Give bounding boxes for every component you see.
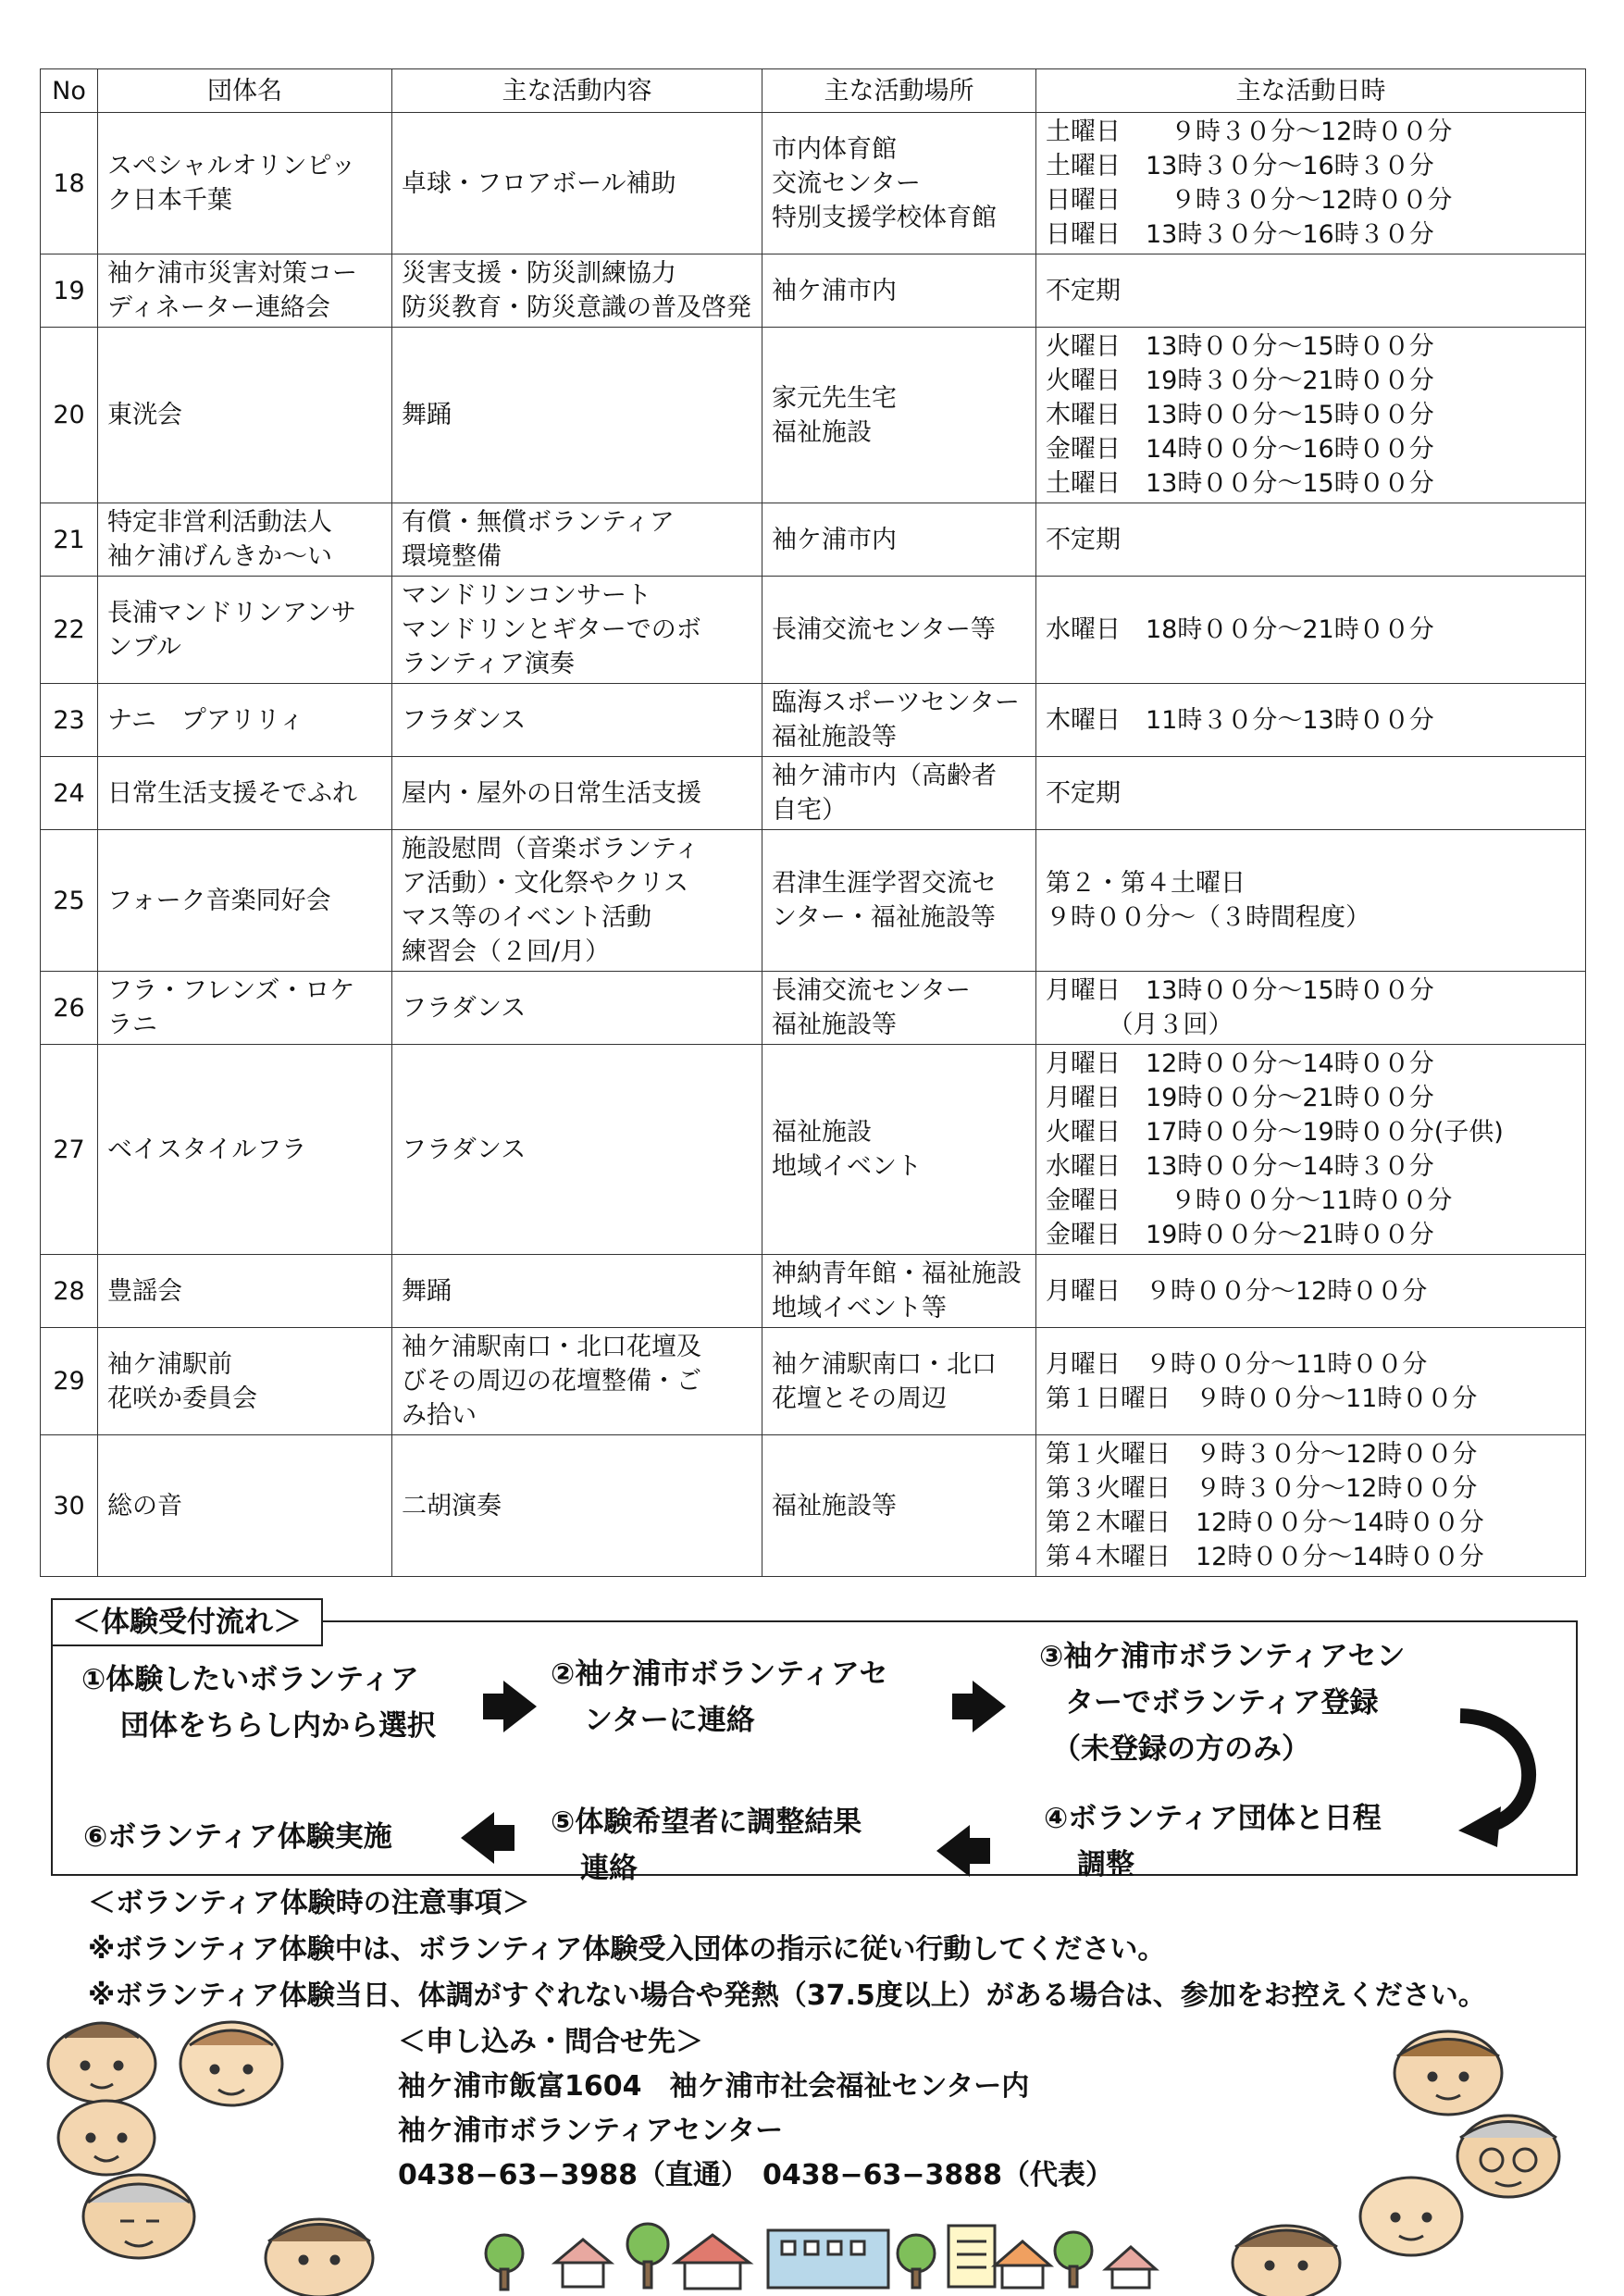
cell-line: 福祉施設: [772, 417, 872, 447]
activity-cell: [392, 503, 762, 577]
arrow-right-icon: [503, 1681, 537, 1732]
cell-line: 木曜日 13時００分～15時００分: [1046, 401, 1434, 429]
notes-item: ※ボランティア体験当日、体調がすぐれない場合や発熱（37.5度以上）がある場合は、参加をお控えください。: [88, 1980, 1486, 2012]
table-row: [41, 503, 1586, 577]
cell-line: 卓球・フロアボール補助: [402, 168, 676, 198]
cell-line: 二胡演奏: [402, 1491, 502, 1520]
row-number-cell: 18: [41, 113, 98, 254]
cell-line: 不定期: [1046, 276, 1121, 305]
place-cell: [762, 684, 1036, 757]
flow-step-3-line: ターでボランティア登録: [1065, 1686, 1379, 1719]
flow-step-1: [81, 1657, 436, 1749]
notes-item: ※ボランティア体験中は、ボランティア体験受入団体の指示に従い行動してください。: [88, 1933, 1166, 1966]
place-cell: [762, 830, 1036, 972]
cell-line: 第２木曜日 12時００分～14時００分: [1046, 1508, 1484, 1537]
place-cell: [762, 113, 1036, 254]
table-row: [41, 577, 1586, 684]
row-number-cell: 27: [41, 1045, 98, 1255]
time-cell: [1036, 503, 1586, 577]
cell-line: 袖ケ浦市内: [772, 525, 897, 554]
group-name-cell: [98, 577, 392, 684]
cell-line: 環境整備: [402, 542, 502, 571]
place-cell: [762, 254, 1036, 328]
face-icon: [1233, 2226, 1340, 2296]
row-number-cell: 24: [41, 757, 98, 830]
table-row: [41, 757, 1586, 830]
place-cell: [762, 972, 1036, 1045]
house-icon: [995, 2241, 1050, 2288]
header-group-name: 団体名: [98, 69, 392, 113]
contact-section: [398, 2020, 1113, 2198]
group-name-cell: [98, 1435, 392, 1577]
cell-line: 臨海スポーツセンター: [772, 689, 1020, 717]
arrow-left-icon: [936, 1825, 970, 1877]
flow-step-2-line: ②袖ケ浦市ボランティアセ: [551, 1657, 888, 1691]
group-name-cell: [98, 757, 392, 830]
flow-step-4: [1044, 1795, 1382, 1888]
cell-line: 第４木曜日 12時００分～14時００分: [1046, 1543, 1484, 1571]
place-cell: [762, 1255, 1036, 1328]
row-number-cell: 28: [41, 1255, 98, 1328]
time-cell: [1036, 328, 1586, 503]
activity-cell: [392, 113, 762, 254]
cell-line: 不定期: [1046, 778, 1121, 808]
row-number-cell: 26: [41, 972, 98, 1045]
table-row: [41, 328, 1586, 503]
table-row: [41, 113, 1586, 254]
table-row: [41, 972, 1586, 1045]
row-number-cell: 30: [41, 1435, 98, 1577]
activity-cell: [392, 1435, 762, 1577]
cell-line: 袖ケ浦駅南口・北口: [772, 1349, 997, 1379]
flow-step-3-line: （未登録の方のみ）: [1052, 1732, 1310, 1766]
activity-cell: [392, 1255, 762, 1328]
flow-step-5-line: ⑤体験希望者に調整結果: [551, 1806, 862, 1839]
group-name-cell: [98, 1045, 392, 1255]
cell-line: 袖ケ浦駅南口・北口花壇及: [402, 1333, 701, 1361]
contact-title: ＜申し込み・問合せ先＞: [398, 2026, 703, 2058]
arrow-left-icon: [461, 1812, 494, 1864]
volunteer-group-table: [40, 68, 1586, 1577]
flow-step-6: [83, 1814, 392, 1860]
activity-cell: [392, 684, 762, 757]
flow-step-6-line: ⑥ボランティア体験実施: [83, 1820, 392, 1854]
flow-step-5-line: 連絡: [580, 1852, 638, 1885]
cell-line: 第２・第４土曜日: [1046, 869, 1246, 898]
cell-line: 地域イベント: [772, 1152, 922, 1181]
place-cell: [762, 577, 1036, 684]
group-name-cell: [98, 972, 392, 1045]
arrow-right-icon: [973, 1681, 1006, 1732]
table-row: [41, 1045, 1586, 1255]
time-cell: [1036, 113, 1586, 254]
face-icon: [266, 2219, 373, 2296]
cell-line: 土曜日 ９時３０分～12時００分: [1046, 118, 1453, 146]
cell-line: フラ・フレンズ・ロケ: [107, 976, 355, 1005]
flow-step-3-line: ③袖ケ浦市ボランティアセン: [1039, 1640, 1406, 1673]
cell-line: 袖ケ浦駅前: [107, 1349, 232, 1379]
house-icon: [555, 2240, 611, 2287]
house-icon: [1106, 2247, 1156, 2288]
cell-line: 長浦交流センター: [772, 976, 971, 1005]
cell-line: ベイスタイルフラ: [107, 1135, 307, 1164]
cell-line: 金曜日 14時００分～16時００分: [1046, 435, 1434, 464]
flow-title: ＜体験受付流れ＞: [51, 1598, 323, 1646]
table-row: [41, 684, 1586, 757]
group-name-cell: [98, 1255, 392, 1328]
cell-line: ア活動）・文化祭やクリス: [402, 869, 688, 898]
cell-line: ク日本千葉: [107, 186, 232, 215]
cell-line: 袖ケ浦市内（高齢者: [772, 762, 997, 790]
tree-icon: [627, 2224, 668, 2288]
cell-line: 水曜日 13時００分～14時３０分: [1046, 1152, 1434, 1181]
table-header-row: [41, 69, 1586, 113]
activity-cell: [392, 1328, 762, 1435]
cell-line: 袖ケ浦市災害対策コー: [107, 259, 357, 288]
time-cell: [1036, 1435, 1586, 1577]
contact-phone: 0438−63−3988（直通） 0438−63−3888（代表）: [398, 2159, 1114, 2191]
cell-line: 花咲か委員会: [107, 1384, 257, 1413]
group-name-cell: [98, 684, 392, 757]
cell-line: マンドリンコンサート: [402, 581, 651, 610]
header-no: No: [41, 69, 98, 113]
cell-line: ランティア演奏: [402, 650, 575, 678]
cell-line: 市内体育館: [772, 134, 897, 164]
header-activity: 主な活動内容: [392, 69, 762, 113]
row-number-cell: 19: [41, 254, 98, 328]
contact-org: 袖ケ浦市ボランティアセンター: [398, 2115, 784, 2147]
row-number-cell: 22: [41, 577, 98, 684]
cell-line: フラダンス: [402, 1135, 527, 1164]
cell-line: 君津生涯学習交流セ: [772, 869, 997, 898]
time-cell: [1036, 972, 1586, 1045]
row-number-cell: 23: [41, 684, 98, 757]
flow-step-5: [551, 1799, 862, 1892]
activity-cell: [392, 1045, 762, 1255]
cell-line: み拾い: [402, 1401, 477, 1430]
tree-icon: [486, 2235, 523, 2290]
cell-line: 花壇とその周辺: [772, 1384, 947, 1413]
cell-line: 東洸会: [107, 401, 182, 429]
cell-line: 火曜日 17時００分～19時００分(子供): [1046, 1118, 1504, 1147]
cell-line: 袖ケ浦げんきか～い: [107, 542, 332, 571]
table-row: [41, 254, 1586, 328]
cell-line: フラダンス: [402, 993, 527, 1023]
face-icon: [83, 2175, 194, 2258]
cell-line: 自宅）: [772, 796, 847, 825]
table-row: [41, 1255, 1586, 1328]
cell-line: 月曜日 12時００分～14時００分: [1046, 1049, 1434, 1078]
face-icon: [1395, 2031, 1502, 2115]
face-icon: [58, 2101, 155, 2175]
cell-line: （月３回）: [1046, 1011, 1233, 1039]
group-name-cell: [98, 830, 392, 972]
header-time: 主な活動日時: [1036, 69, 1586, 113]
place-cell: [762, 328, 1036, 503]
cell-line: 火曜日 13時００分～15時００分: [1046, 332, 1434, 361]
group-name-cell: [98, 113, 392, 254]
cell-line: 特別支援学校体育館: [772, 203, 997, 232]
flow-step-4-line: 調整: [1077, 1848, 1134, 1881]
cell-line: 防災教育・防災意識の普及啓発: [402, 293, 751, 322]
flow-step-2-line: ンターに連絡: [584, 1704, 755, 1737]
tree-icon: [1055, 2232, 1092, 2287]
cell-line: 屋内・屋外の日常生活支援: [402, 778, 701, 808]
cell-line: 第１日曜日 ９時００分～11時００分: [1046, 1384, 1478, 1413]
cell-line: ラニ: [107, 1011, 157, 1039]
table-body: [41, 113, 1586, 1577]
cell-line: 金曜日 19時００分～21時００分: [1046, 1221, 1434, 1249]
cell-line: 月曜日 19時００分～21時００分: [1046, 1084, 1434, 1112]
activity-cell: [392, 254, 762, 328]
cell-line: 日常生活支援そでふれ: [107, 778, 357, 808]
flow-step-2: [551, 1651, 887, 1744]
house-icon: [676, 2235, 750, 2289]
time-cell: [1036, 757, 1586, 830]
cell-line: ディネーター連絡会: [107, 293, 330, 322]
activity-cell: [392, 328, 762, 503]
cell-line: びその周辺の花壇整備・ご: [402, 1367, 701, 1396]
group-name-cell: [98, 503, 392, 577]
cell-line: 特定非営利活動法人: [107, 508, 332, 537]
cell-line: 神納青年館・福祉施設: [772, 1260, 1022, 1288]
group-name-cell: [98, 328, 392, 503]
cell-line: ンター・福祉施設等: [772, 903, 996, 932]
flow-step-4-line: ④ボランティア団体と日程: [1044, 1802, 1382, 1835]
cell-line: 日曜日 ９時３０分～12時００分: [1046, 186, 1453, 215]
row-number-cell: 20: [41, 328, 98, 503]
document-icon: [948, 2226, 995, 2287]
cell-line: 金曜日 ９時００分～11時００分: [1046, 1186, 1453, 1215]
face-icon: [48, 2023, 155, 2103]
row-number-cell: 21: [41, 503, 98, 577]
cell-line: 舞踊: [402, 401, 452, 429]
cell-line: 長浦マンドリンアンサ: [107, 598, 356, 627]
notes-title: ＜ボランティア体験時の注意事項＞: [88, 1887, 530, 1919]
time-cell: [1036, 684, 1586, 757]
cell-line: 災害支援・防災訓練協力: [402, 259, 676, 288]
cell-line: 木曜日 11時３０分～13時００分: [1046, 705, 1434, 735]
table-row: [41, 1328, 1586, 1435]
contact-address: 袖ケ浦市飯富1604 袖ケ浦市社会福祉センター内: [398, 2070, 1030, 2103]
table-row: [41, 1435, 1586, 1577]
building-icon: [768, 2230, 888, 2288]
row-number-cell: 29: [41, 1328, 98, 1435]
flow-step-3: [1039, 1633, 1405, 1772]
cell-line: マス等のイベント活動: [402, 903, 651, 932]
cell-line: 土曜日 13時３０分～16時３０分: [1046, 152, 1434, 180]
place-cell: [762, 757, 1036, 830]
cell-line: 福祉施設等: [772, 1011, 897, 1039]
cell-line: スペシャルオリンピッ: [107, 152, 356, 180]
cell-line: フォーク音楽同好会: [107, 886, 331, 915]
cell-line: 舞踊: [402, 1276, 452, 1306]
time-cell: [1036, 830, 1586, 972]
time-cell: [1036, 1328, 1586, 1435]
face-icon: [1360, 2178, 1462, 2255]
time-cell: [1036, 254, 1586, 328]
tree-icon: [898, 2235, 935, 2288]
cell-line: 交流センター: [772, 168, 921, 198]
cell-line: 土曜日 13時００分～15時００分: [1046, 469, 1434, 498]
flow-step-1-line: 団体をちらし内から選択: [120, 1709, 436, 1743]
cell-line: 福祉施設等: [772, 1491, 897, 1520]
curved-arrow-icon: [1444, 1703, 1555, 1851]
time-cell: [1036, 1045, 1586, 1255]
cell-line: フラダンス: [402, 705, 527, 735]
place-cell: [762, 1328, 1036, 1435]
cell-line: 福祉施設: [772, 1118, 872, 1147]
place-cell: [762, 1435, 1036, 1577]
activity-cell: [392, 757, 762, 830]
cell-line: 袖ケ浦市内: [772, 276, 897, 305]
cell-line: 水曜日 18時００分～21時００分: [1046, 615, 1434, 644]
activity-cell: [392, 972, 762, 1045]
flow-step-1-line: ①体験したいボランティア: [81, 1663, 419, 1696]
cell-line: 月曜日 ９時００分～12時００分: [1046, 1276, 1428, 1306]
cell-line: 第１火曜日 ９時３０分～12時００分: [1046, 1440, 1478, 1469]
activity-cell: [392, 577, 762, 684]
time-cell: [1036, 1255, 1586, 1328]
activity-cell: [392, 830, 762, 972]
cell-line: 月曜日 ９時００分～11時００分: [1046, 1349, 1428, 1379]
cell-line: 第３火曜日 ９時３０分～12時００分: [1046, 1474, 1478, 1503]
face-icon: [180, 2022, 282, 2105]
cell-line: マンドリンとギターでのボ: [402, 615, 701, 644]
cell-line: 施設慰問（音楽ボランティ: [402, 835, 700, 863]
cell-line: ９時００分～（３時間程度）: [1046, 903, 1370, 932]
cell-line: ンブル: [107, 632, 181, 662]
cell-line: 豊謡会: [107, 1276, 182, 1306]
place-cell: [762, 1045, 1036, 1255]
cell-line: 有償・無償ボランティア: [402, 508, 675, 537]
cell-line: ナニ プアリリィ: [107, 705, 304, 735]
group-name-cell: [98, 254, 392, 328]
time-cell: [1036, 577, 1586, 684]
cell-line: 家元先生宅: [772, 383, 897, 413]
group-name-cell: [98, 1328, 392, 1435]
cell-line: 不定期: [1046, 525, 1121, 554]
cell-line: 長浦交流センター等: [772, 615, 996, 644]
table-row: [41, 830, 1586, 972]
row-number-cell: 25: [41, 830, 98, 972]
cell-line: 総の音: [107, 1491, 182, 1520]
cell-line: 火曜日 19時３０分～21時００分: [1046, 366, 1434, 395]
cell-line: 地域イベント等: [772, 1294, 947, 1322]
cell-line: 月曜日 13時００分～15時００分: [1046, 976, 1434, 1005]
header-place: 主な活動場所: [762, 69, 1036, 113]
face-icon: [1457, 2116, 1559, 2197]
cell-line: 福祉施設等: [772, 723, 897, 751]
place-cell: [762, 503, 1036, 577]
cell-line: 日曜日 13時３０分～16時３０分: [1046, 220, 1434, 249]
cell-line: 練習会（２回/月）: [402, 937, 611, 966]
